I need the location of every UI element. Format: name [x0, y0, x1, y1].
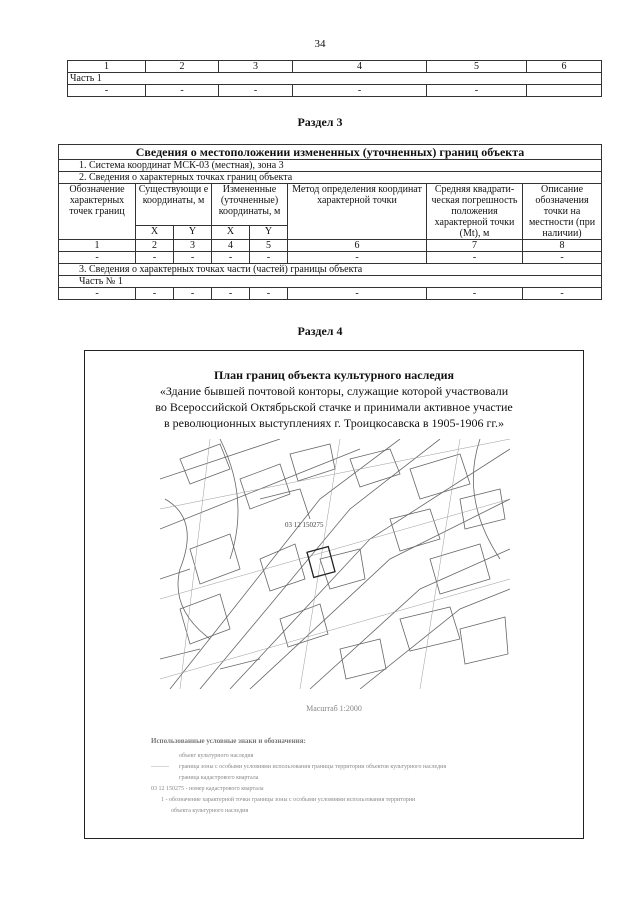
legend-text: 1 - обозначение характерной точки границы зоны с особыми условиями использования территории [161, 797, 416, 803]
plan-subtitle-line: «Здание бывшей почтовой конторы, служащие которой участвовали [159, 384, 509, 398]
cell: 7 [427, 240, 523, 252]
cell: - [212, 288, 250, 300]
legend-item [151, 806, 551, 817]
cell: - [250, 252, 288, 264]
cell: - [427, 252, 523, 264]
cell: - [427, 85, 527, 97]
section3-title: Раздел 3 [297, 115, 343, 129]
boundary-plan [84, 350, 584, 839]
table-header-row [68, 61, 602, 73]
plan-title: План границ объекта культурного наследия [214, 368, 454, 382]
map-legend [151, 736, 551, 817]
points-heading: 2. Сведения о характерных точках границ объекта [59, 172, 602, 184]
header-cell: 4 [293, 61, 427, 73]
cell: - [212, 252, 250, 264]
legend-item [151, 795, 551, 806]
cell: - [59, 288, 136, 300]
part-label: Часть 1 [68, 73, 602, 85]
header-x: X [136, 225, 174, 239]
cell: - [146, 85, 219, 97]
plan-subtitle-line: в революционных выступлениях г. Троицкосавска в 1905-1906 гг.» [163, 416, 504, 430]
coordinate-system: 1. Система координат МСК-03 (местная), зона 3 [59, 160, 602, 172]
legend-item [151, 762, 551, 773]
header-cell: 1 [68, 61, 146, 73]
cell: - [427, 288, 523, 300]
column-number-row [59, 240, 602, 252]
page-number: 34 [314, 38, 326, 50]
cell: 1 [59, 240, 136, 252]
cell: - [136, 288, 174, 300]
header-y: Y [250, 225, 288, 239]
cell: - [523, 288, 602, 300]
cell: - [136, 252, 174, 264]
table-row [59, 252, 602, 264]
header-x: X [212, 225, 250, 239]
section4-title: Раздел 4 [297, 324, 343, 338]
cell: 6 [288, 240, 427, 252]
cell: 3 [174, 240, 212, 252]
table-row [59, 288, 602, 300]
plan-subtitle-line: во Всероссийской Октябрьской стачке и принимали активное участие [155, 400, 513, 414]
cell: 4 [212, 240, 250, 252]
header-accuracy: Средняя квадрати-ческая погрешность положения характерной точки (Mt), м [427, 184, 523, 240]
legend-text: объекта культурного наследия [171, 808, 249, 814]
cell: 5 [250, 240, 288, 252]
legend-title: Использованные условные знаки и обозначения: [151, 737, 306, 745]
legend-text: объект культурного наследия [179, 753, 254, 759]
header-designation: Обозначение характерных точек границ [59, 184, 136, 240]
header-cell: 2 [146, 61, 219, 73]
cell [527, 85, 602, 97]
header-y: Y [174, 225, 212, 239]
header-changed: Измененные (уточненные) координаты, м [212, 184, 288, 226]
header-cell: 3 [219, 61, 293, 73]
header-cell: 5 [427, 61, 527, 73]
cell: - [68, 85, 146, 97]
legend-item [151, 784, 551, 795]
cadastral-quarter-label: 03 12 150275 [285, 521, 324, 529]
table-section3 [58, 144, 602, 300]
cell: - [288, 252, 427, 264]
cell: - [288, 288, 427, 300]
legend-text: граница зоны с особыми условиями использования границы территории объектов культурного наследия [179, 764, 447, 770]
legend-item [151, 773, 551, 784]
part-label: Часть № 1 [59, 276, 602, 288]
legend-line-symbol: ——— [151, 764, 169, 770]
cell: - [523, 252, 602, 264]
header-existing: Существующи е координаты, м [136, 184, 212, 226]
plan-title-block [85, 367, 583, 431]
cell: - [174, 288, 212, 300]
cadastral-map [160, 439, 510, 689]
cell: - [174, 252, 212, 264]
legend-item [151, 751, 551, 762]
cell: - [59, 252, 136, 264]
header-method: Метод определения координат характерной точки [288, 184, 427, 240]
map-scale: Масштаб 1:2000 [306, 704, 362, 713]
cell: - [293, 85, 427, 97]
header-description: Описание обозначения точки на местности (при наличии) [523, 184, 602, 240]
legend-text: граница кадастрового квартала [179, 775, 259, 781]
cell: 2 [136, 240, 174, 252]
parts-heading: 3. Сведения о характерных точках части (частей) границы объекта [59, 264, 602, 276]
cell: - [219, 85, 293, 97]
table-part1 [67, 60, 602, 97]
header-cell: 6 [527, 61, 602, 73]
legend-text: 03 12 150275 - номер кадастрового квартала [151, 786, 264, 792]
cell: - [250, 288, 288, 300]
cell: 8 [523, 240, 602, 252]
table-title: Сведения о местоположении измененных (уточненных) границ объекта [59, 145, 602, 160]
table-row [68, 85, 602, 97]
